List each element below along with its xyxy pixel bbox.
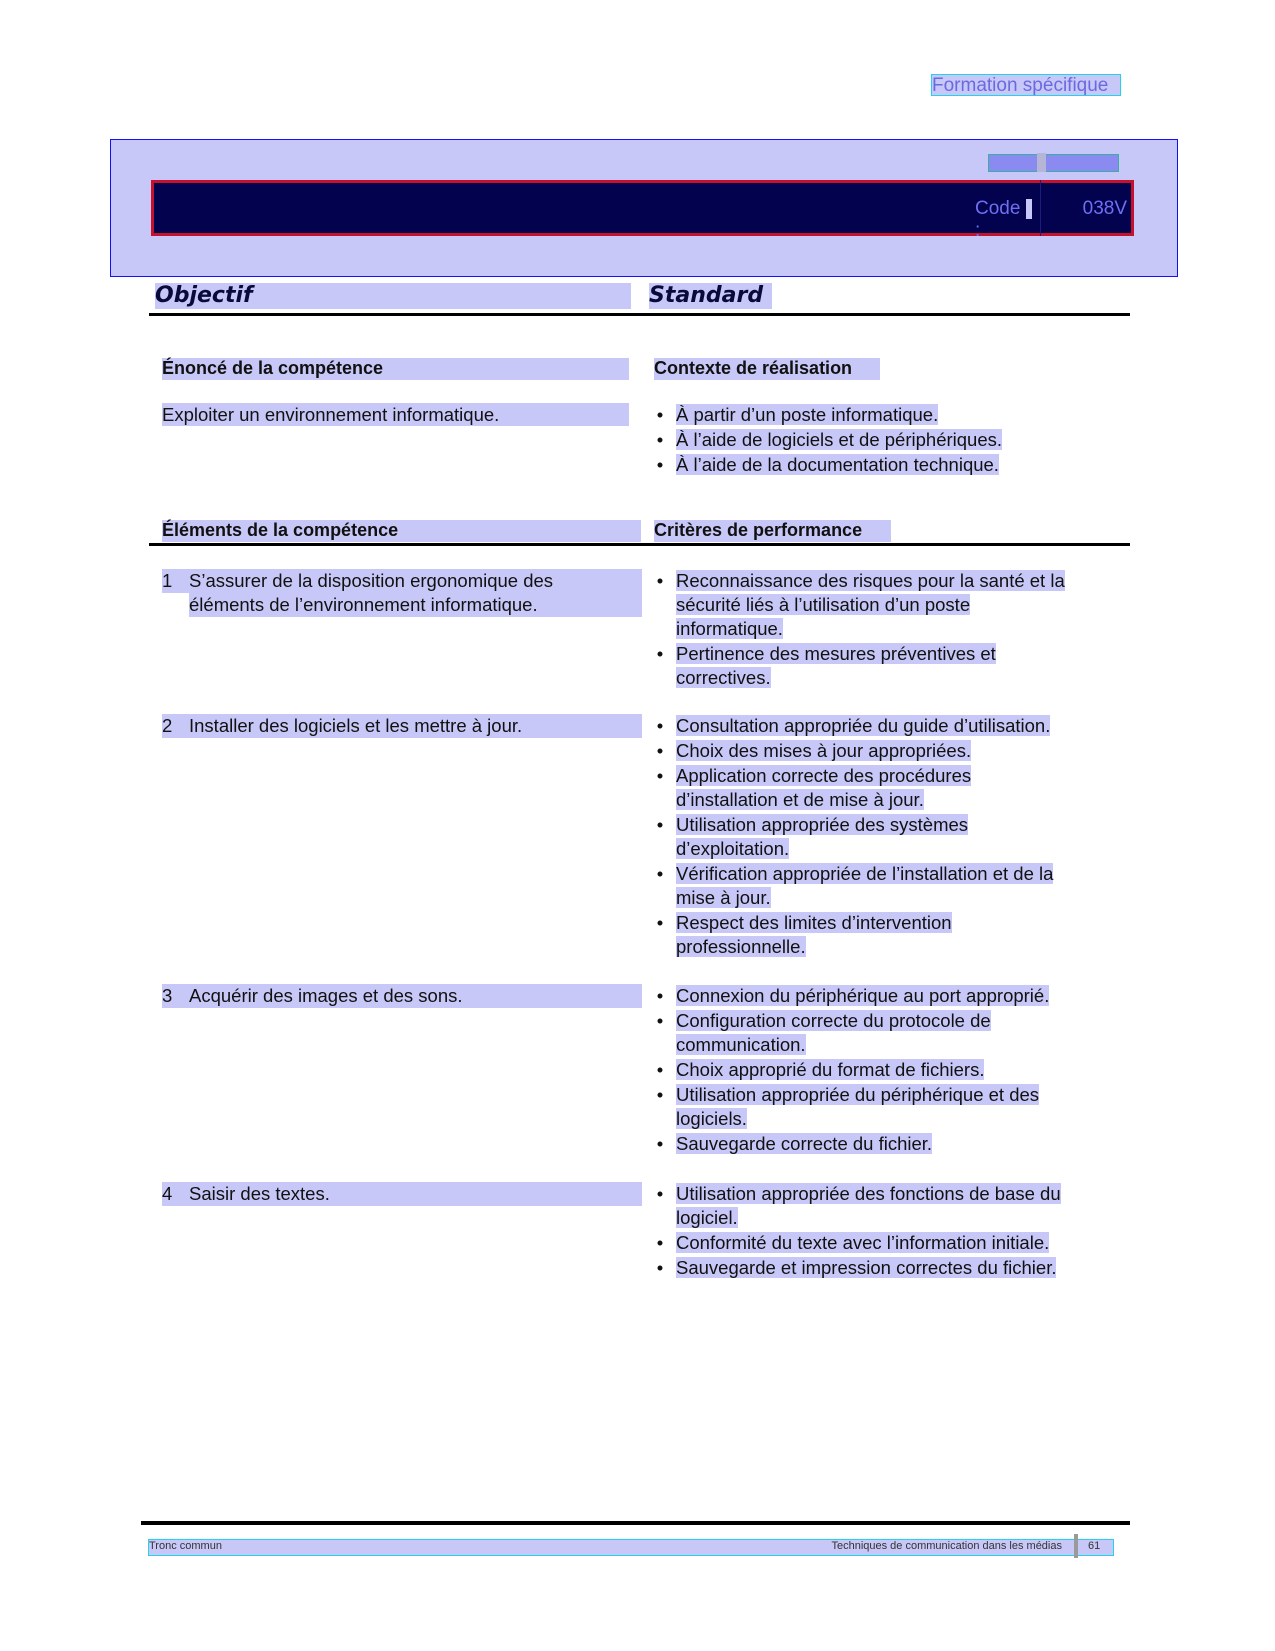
context-item: • À l’aide de logiciels et de périphériques. <box>653 428 1113 452</box>
code-label: Code : <box>975 198 1021 241</box>
bullet-icon: • <box>656 1010 664 1031</box>
element-number: 3 <box>162 984 642 1008</box>
element-text-line: S’assurer de la disposition ergonomique des <box>189 570 554 591</box>
code-marker <box>1026 199 1032 219</box>
element-item <box>162 714 642 738</box>
criterion-item: • Sauvegarde correcte du fichier. <box>653 1132 1113 1156</box>
element-text-line: éléments de l’environnement informatique. <box>189 593 642 617</box>
criterion-item: • Respect des limites d’intervention professionnelle. <box>653 911 1113 959</box>
criterion-item: • Vérification appropriée de l’installation et de la mise à jour. <box>653 862 1113 910</box>
bullet-icon: • <box>656 454 664 475</box>
criteria-list <box>653 714 1113 960</box>
criterion-item: • Consultation appropriée du guide d’utilisation. <box>653 714 1113 738</box>
footer-center: Techniques de communication dans les médias <box>831 1540 1062 1552</box>
running-title: Formation spécifique <box>932 75 1120 95</box>
footer-separator <box>1074 1534 1078 1558</box>
footer-left: Tronc commun <box>149 1540 222 1552</box>
bullet-icon: • <box>656 1257 664 1278</box>
criterion-item: • Reconnaissance des risques pour la santé et la sécurité liés à l’utilisation d’un poste informatique. <box>653 569 1113 641</box>
bullet-icon: • <box>656 814 664 835</box>
element-text-line: Saisir des textes. <box>189 1183 330 1204</box>
criteria-list <box>653 1182 1113 1281</box>
bullet-icon: • <box>656 1084 664 1105</box>
bullet-icon: • <box>656 1133 664 1154</box>
bullet-icon: • <box>656 1232 664 1253</box>
criterion-item: • Application correcte des procédures d’installation et de mise à jour. <box>653 764 1113 812</box>
bullet-icon: • <box>656 912 664 933</box>
page-number: 61 <box>1088 1540 1101 1552</box>
element-number: 1 <box>162 569 642 593</box>
banner-tab-divider <box>1037 153 1046 172</box>
criterion-item: • Choix approprié du format de fichiers. <box>653 1058 1113 1082</box>
criterion-item: • Pertinence des mesures préventives et correctives. <box>653 642 1113 690</box>
bullet-icon: • <box>656 765 664 786</box>
element-item <box>162 984 642 1008</box>
banner-tab <box>988 154 1119 172</box>
bullet-icon: • <box>656 404 664 425</box>
criterion-item: • Choix des mises à jour appropriées. <box>653 739 1113 763</box>
criteria-list <box>653 984 1113 1157</box>
elements-heading: Éléments de la compétence <box>162 520 641 542</box>
criterion-item: • Utilisation appropriée des fonctions de base du logiciel. <box>653 1182 1113 1230</box>
column-heading-objectif: Objectif <box>155 283 631 309</box>
section-rule <box>149 543 1130 546</box>
criterion-item: • Connexion du périphérique au port approprié. <box>653 984 1113 1008</box>
criterion-item: • Utilisation appropriée des systèmes d’exploitation. <box>653 813 1113 861</box>
element-number: 4 <box>162 1182 642 1206</box>
context-heading: Contexte de réalisation <box>654 358 880 380</box>
bullet-icon: • <box>656 429 664 450</box>
element-item <box>162 569 642 619</box>
bullet-icon: • <box>656 985 664 1006</box>
competence-heading: Énoncé de la compétence <box>162 358 629 380</box>
context-item: • À l’aide de la documentation technique. <box>653 453 1113 477</box>
footer-rule <box>141 1521 1130 1525</box>
criterion-item: • Conformité du texte avec l’information initiale. <box>653 1231 1113 1255</box>
element-number: 2 <box>162 714 642 738</box>
bullet-icon: • <box>656 740 664 761</box>
column-heading-standard: Standard <box>649 283 772 309</box>
code-value: 038V <box>1082 198 1127 219</box>
context-list <box>653 403 1113 478</box>
criteria-heading: Critères de performance <box>654 520 891 542</box>
heading-rule <box>149 313 1130 316</box>
criterion-item: • Utilisation appropriée du périphérique et des logiciels. <box>653 1083 1113 1131</box>
bullet-icon: • <box>656 715 664 736</box>
criterion-item: • Configuration correcte du protocole de communication. <box>653 1009 1113 1057</box>
bullet-icon: • <box>656 863 664 884</box>
criterion-item: • Sauvegarde et impression correctes du fichier. <box>653 1256 1113 1280</box>
bullet-icon: • <box>656 643 664 664</box>
competence-statement: Exploiter un environnement informatique. <box>162 403 629 426</box>
element-text-line: Installer des logiciels et les mettre à jour. <box>189 715 523 736</box>
criteria-list <box>653 569 1113 691</box>
context-item: • À partir d’un poste informatique. <box>653 403 1113 427</box>
bullet-icon: • <box>656 570 664 591</box>
bullet-icon: • <box>656 1059 664 1080</box>
bullet-icon: • <box>656 1183 664 1204</box>
element-item <box>162 1182 642 1206</box>
element-text-line: Acquérir des images et des sons. <box>189 985 463 1006</box>
